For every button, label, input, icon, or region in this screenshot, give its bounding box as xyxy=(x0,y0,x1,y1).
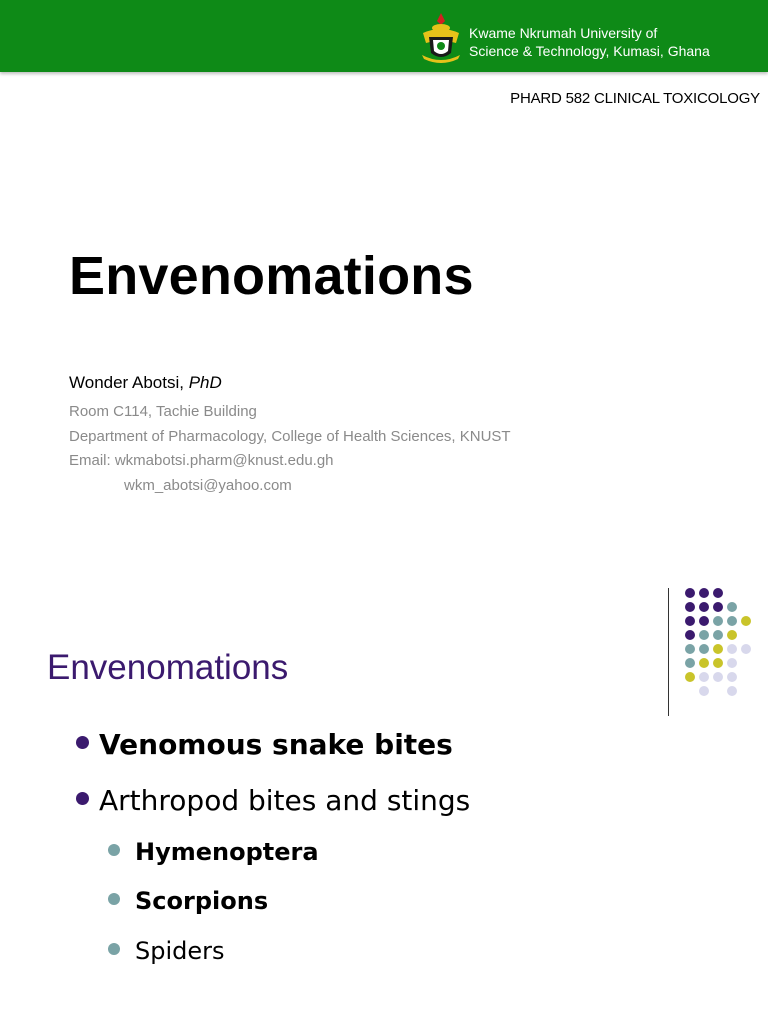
decoration-dot xyxy=(727,644,737,654)
decoration-dot xyxy=(685,644,695,654)
decoration-dot xyxy=(727,616,737,626)
email-primary: Email: wkmabotsi.pharm@knust.edu.gh xyxy=(69,452,334,469)
decoration-dot xyxy=(685,616,695,626)
section-title: Envenomations xyxy=(47,648,289,687)
decoration-dot xyxy=(713,630,723,640)
author-degree: PhD xyxy=(188,373,222,392)
decoration-dot xyxy=(713,658,723,668)
sub-bullet-label: Spiders xyxy=(135,937,225,965)
divider-line xyxy=(668,588,669,716)
bullet-label: Venomous snake bites xyxy=(99,728,453,761)
author-line xyxy=(69,373,222,393)
author-name: Wonder Abotsi, xyxy=(69,373,189,392)
decoration-dot xyxy=(727,630,737,640)
decoration-dot xyxy=(699,672,709,682)
bullet-dot-icon xyxy=(76,792,89,805)
sub-bullet-dot-icon xyxy=(108,844,120,856)
bullet-label: Arthropod bites and stings xyxy=(99,784,471,817)
bullet-dot-icon xyxy=(76,736,89,749)
bullet-item xyxy=(76,728,453,761)
decoration-dot xyxy=(685,658,695,668)
email-secondary: wkm_abotsi@yahoo.com xyxy=(124,476,292,494)
decoration-dot xyxy=(727,686,737,696)
decoration-dot xyxy=(713,644,723,654)
header-bar xyxy=(0,0,768,72)
decoration-dot xyxy=(699,686,709,696)
decoration-dot xyxy=(685,602,695,612)
decoration-dot xyxy=(741,644,751,654)
decoration-dot xyxy=(699,602,709,612)
decoration-dot xyxy=(685,630,695,640)
decoration-dot xyxy=(685,588,695,598)
decoration-dot xyxy=(699,658,709,668)
sub-bullet-dot-icon xyxy=(108,893,120,905)
decoration-dot xyxy=(699,630,709,640)
sub-bullet-item xyxy=(108,887,268,915)
sub-bullet-item xyxy=(108,937,225,965)
dot-grid-icon xyxy=(684,587,764,699)
sub-bullet-dot-icon xyxy=(108,943,120,955)
contact-info xyxy=(69,400,511,498)
decoration-dot xyxy=(713,602,723,612)
decoration-dot xyxy=(699,644,709,654)
decoration-dot xyxy=(713,616,723,626)
sub-bullet-label: Hymenoptera xyxy=(135,838,319,866)
knust-crest-icon xyxy=(418,11,464,65)
university-name xyxy=(469,24,710,60)
university-line-1: Kwame Nkrumah University of xyxy=(469,25,658,41)
department-text: Department of Pharmacology, College of Health Sciences, KNUST xyxy=(69,427,511,445)
decoration-dot xyxy=(685,672,695,682)
slide-title: Envenomations xyxy=(69,246,474,306)
sub-bullet-label: Scorpions xyxy=(135,887,269,915)
bullet-item xyxy=(76,784,470,817)
room-text: Room C114, Tachie Building xyxy=(69,403,257,420)
decoration-dot xyxy=(713,672,723,682)
course-code: PHARD 582 CLINICAL TOXICOLOGY xyxy=(510,90,760,107)
decoration-dot xyxy=(727,602,737,612)
decoration-dot xyxy=(699,616,709,626)
decoration-dot xyxy=(727,658,737,668)
sub-bullet-item xyxy=(108,838,319,866)
university-line-2: Science & Technology, Kumasi, Ghana xyxy=(469,43,710,59)
decoration-dot xyxy=(713,588,723,598)
decoration-dot xyxy=(727,672,737,682)
decoration-dot xyxy=(699,588,709,598)
decoration-dot xyxy=(741,616,751,626)
